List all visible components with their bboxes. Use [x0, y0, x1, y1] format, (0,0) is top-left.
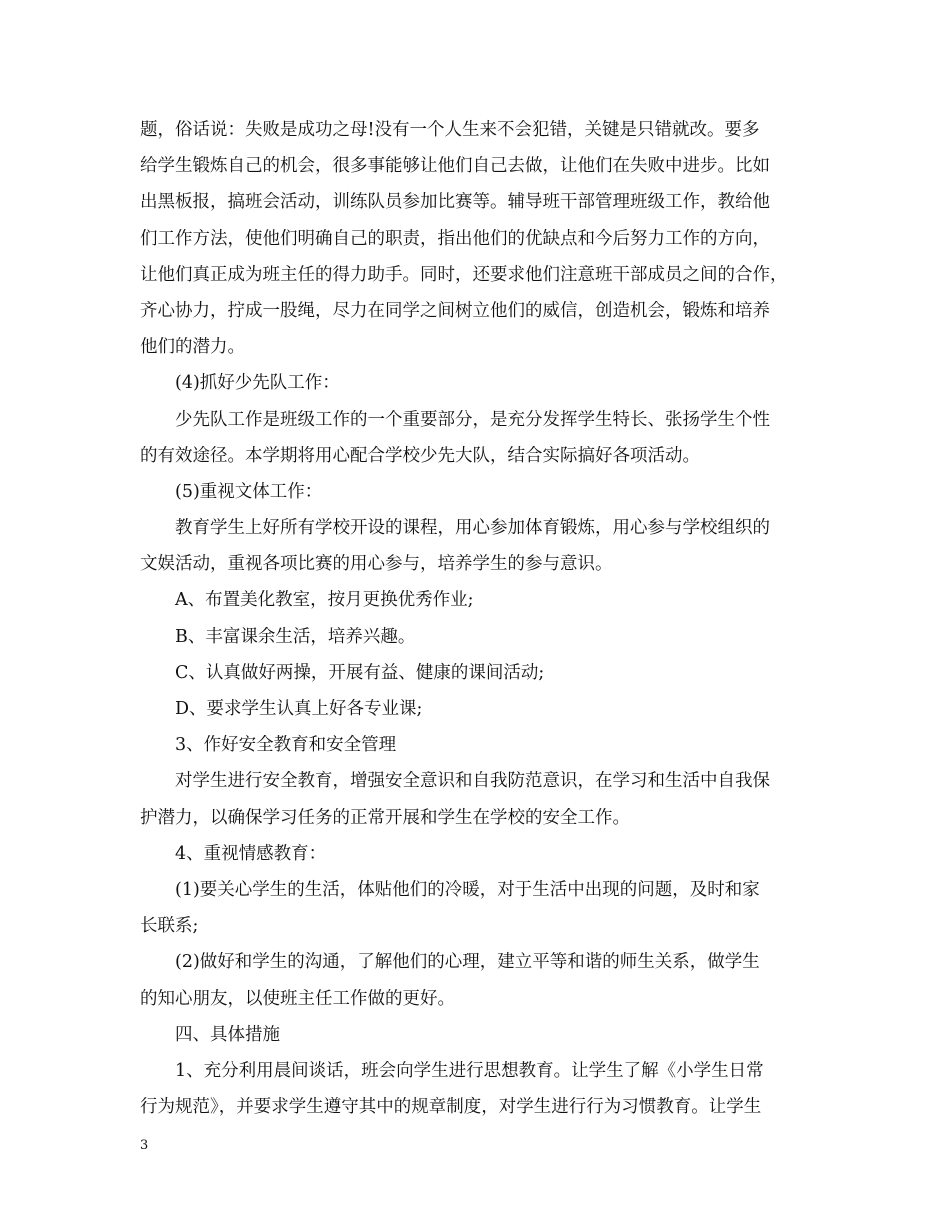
text-line: 教育学生上好所有学校开设的课程，用心参加体育锻炼，用心参与学校组织的 [175, 518, 770, 539]
text-line: 出黑板报，搞班会活动，训练队员参加比赛等。辅导班干部管理班级工作，教给他 [140, 192, 770, 213]
text-line: 1、充分利用晨间谈话，班会向学生进行思想教育。让学生了解《小学生日常 [175, 1060, 764, 1081]
text-line: 4、重视情感教育： [175, 843, 327, 864]
document-body [140, 112, 830, 1125]
text-line: 的有效途径。本学期将用心配合学校少先大队，结合实际搞好各项活动。 [140, 445, 700, 466]
text-line: (4)抓好少先队工作： [175, 373, 340, 394]
text-line: 文娱活动，重视各项比赛的用心参与，培养学生的参与意识。 [140, 554, 613, 575]
text-line: A、布置美化教室，按月更换优秀作业; [175, 590, 474, 611]
text-line: 们工作方法，使他们明确自己的职责，指出他们的优缺点和今后努力工作的方向， [140, 228, 770, 249]
text-line: (2)做好和学生的沟通，了解他们的心理，建立平等和谐的师生关系，做学生 [175, 952, 760, 973]
text-line: D、要求学生认真上好各专业课; [175, 699, 423, 719]
text-line: C、认真做好两操，开展有益、健康的课间活动; [175, 662, 545, 683]
text-line: 四、具体措施 [175, 1024, 280, 1045]
text-line: 行为规范》，并要求学生遵守其中的规章制度，对学生进行行为习惯教育。让学生 [140, 1097, 762, 1118]
text-line: 少先队工作是班级工作的一个重要部分，是充分发挥学生特长、张扬学生个性 [175, 409, 770, 430]
text-line: (1)要关心学生的生活，体贴他们的冷暖，对于生活中出现的问题，及时和家 [175, 879, 760, 900]
text-line: 护潜力，以确保学习任务的正常开展和学生在学校的安全工作。 [140, 807, 630, 828]
text-line: B、丰富课余生活，培养兴趣。 [175, 626, 416, 647]
text-line: 对学生进行安全教育，增强安全意识和自我防范意识，在学习和生活中自我保 [175, 771, 770, 792]
text-line: 让他们真正成为班主任的得力助手。同时，还要求他们注意班干部成员之间的合作， [140, 264, 788, 285]
text-line: 的知心朋友，以使班主任工作做的更好。 [140, 988, 455, 1009]
text-line: 给学生锻炼自己的机会，很多事能够让他们自己去做，让他们在失败中进步。比如 [140, 156, 770, 177]
text-line: 3、作好安全教育和安全管理 [175, 735, 397, 756]
text-line: 他们的潜力。 [140, 337, 245, 358]
text-line: 齐心协力，拧成一股绳，尽力在同学之间树立他们的威信，创造机会，锻炼和培养 [140, 300, 770, 321]
text-line: 题，俗话说：失败是成功之母!没有一个人生来不会犯错，关键是只错就改。要多 [140, 120, 760, 140]
text-line: (5)重视文体工作： [175, 481, 323, 502]
page-number: 3 [140, 1138, 149, 1153]
text-line: 长联系; [140, 916, 199, 937]
